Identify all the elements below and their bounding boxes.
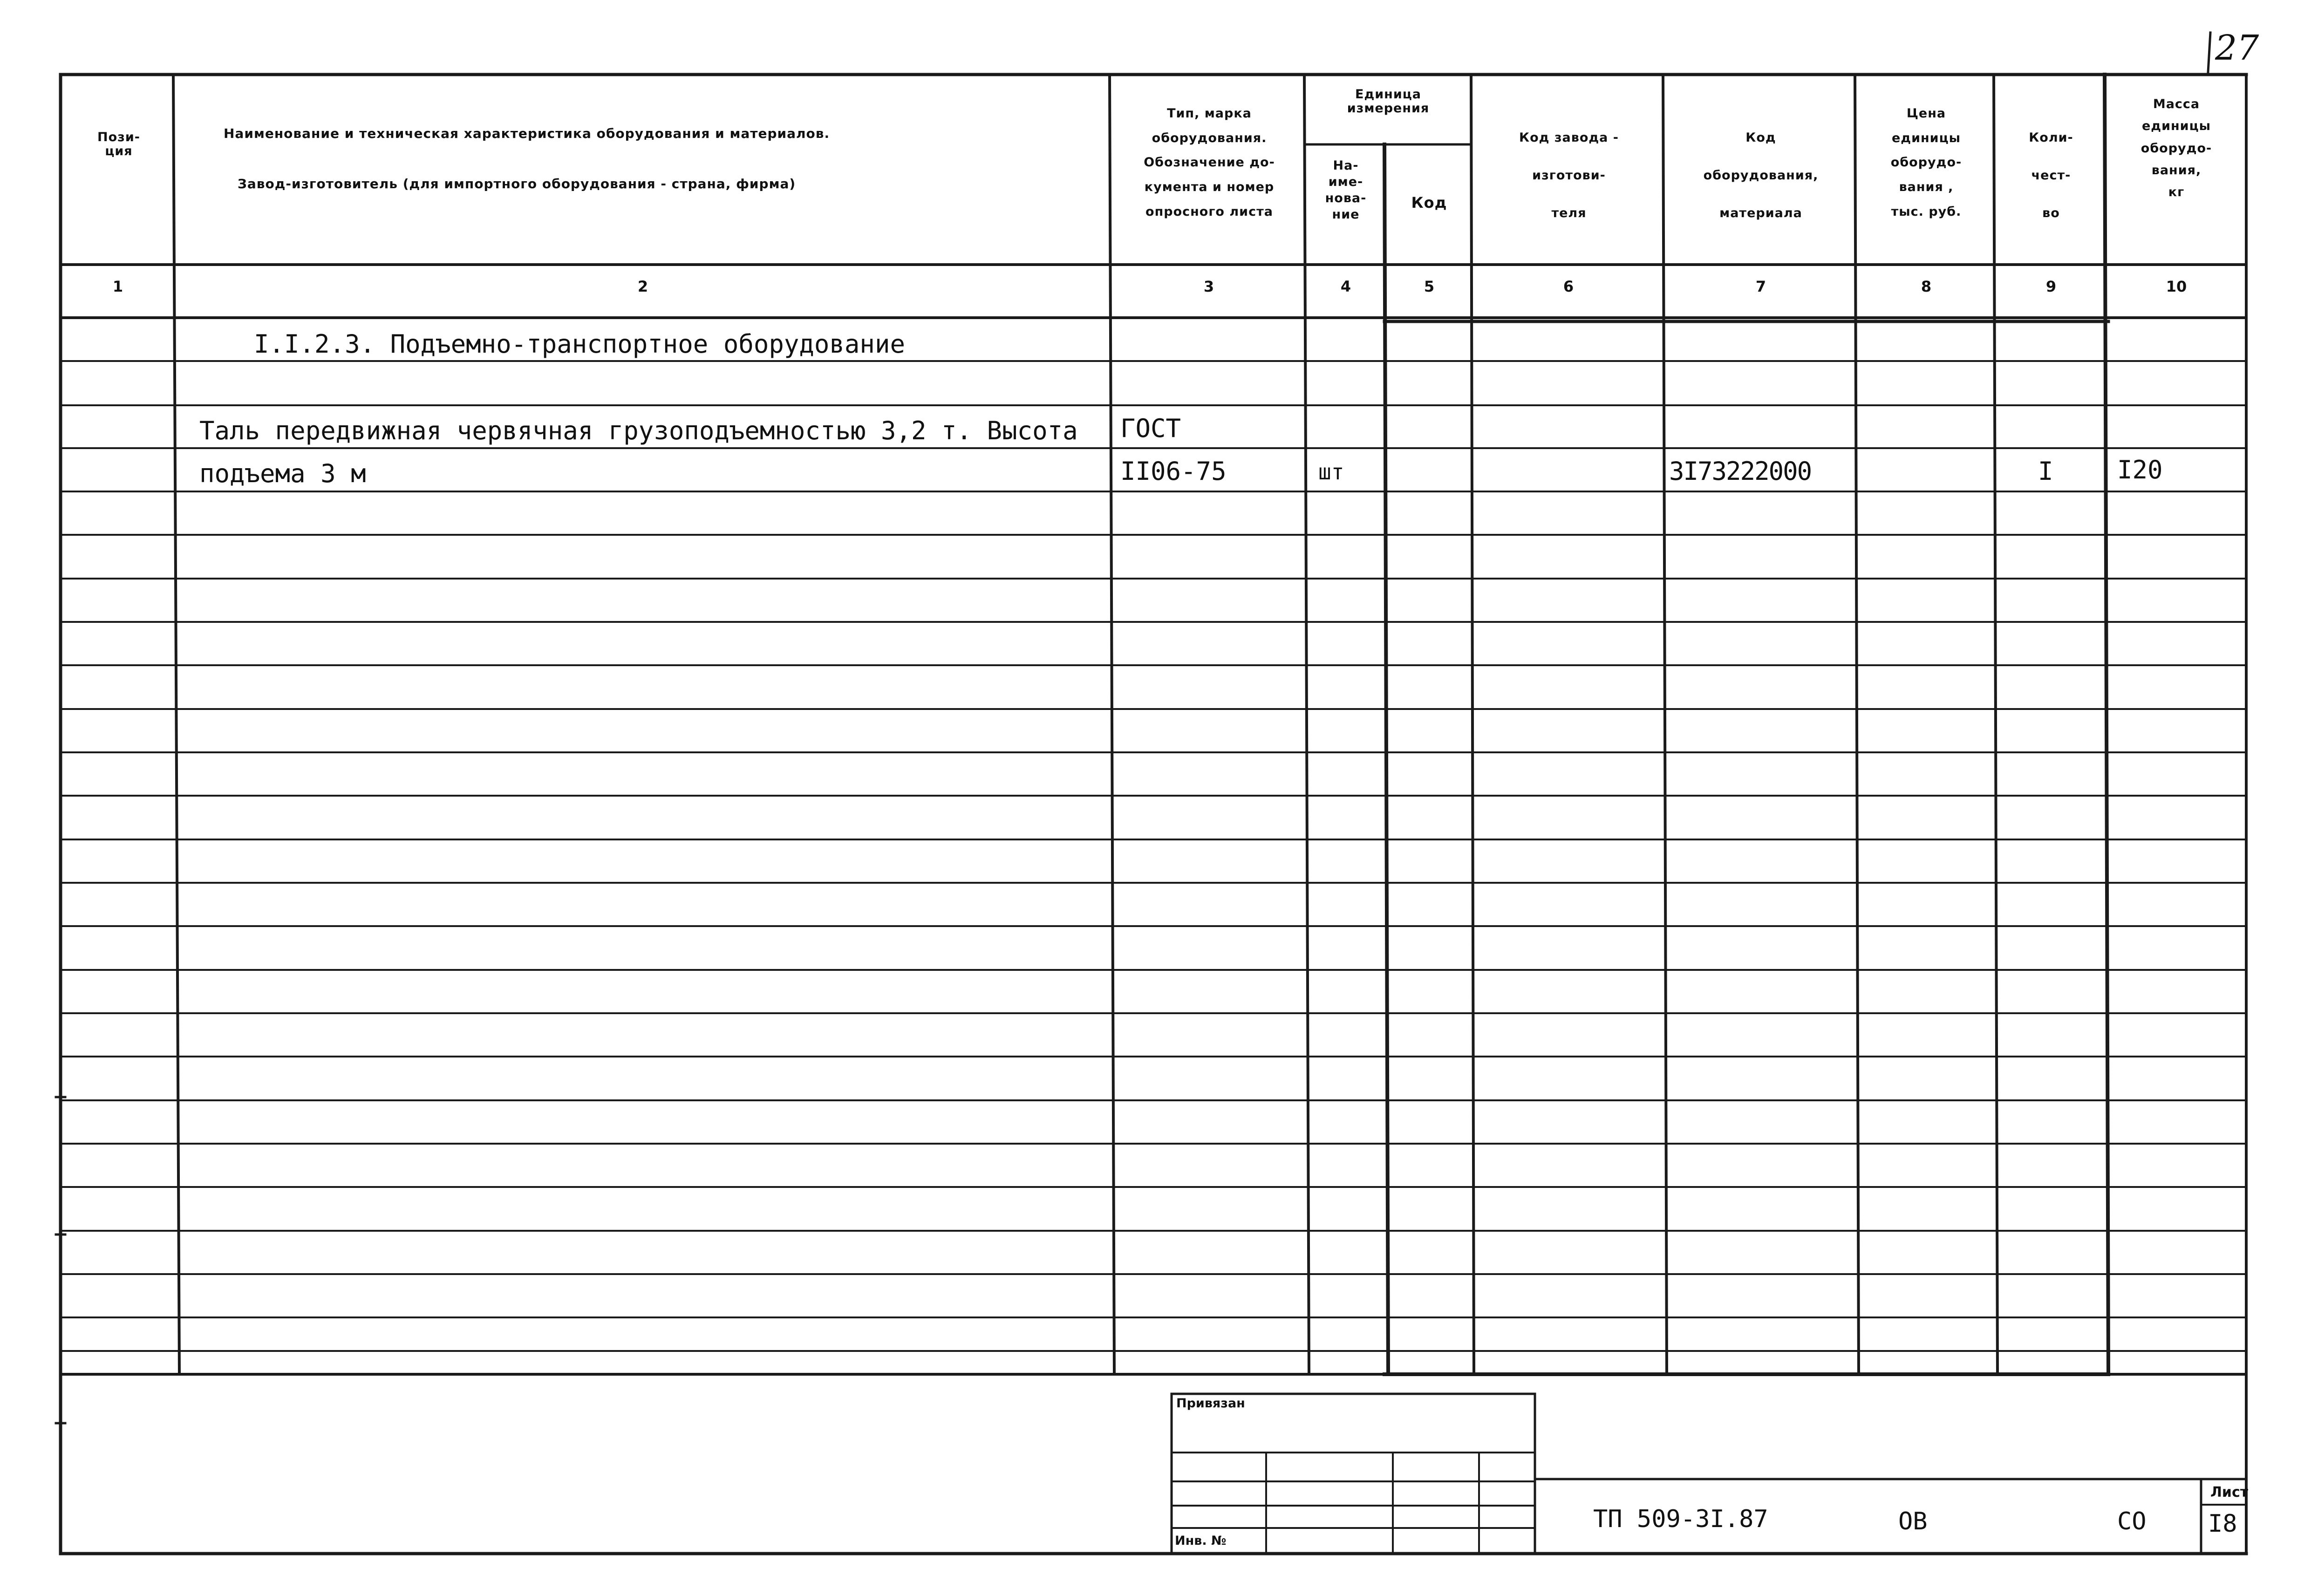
sheet-label: Лист: [2210, 1484, 2249, 1501]
header-type: Тип, марка оборудования. Обозначение до- кумента и номер опросного листа: [1144, 106, 1275, 219]
section-title: I.I.2.3. Подъемно-транспортное оборудование: [254, 329, 905, 359]
document-part: СО: [2117, 1507, 2147, 1535]
header-unit-group: Единица измерения: [1347, 87, 1430, 116]
column-number-7: 7: [1755, 278, 1766, 295]
item-quantity: I: [2038, 457, 2053, 486]
column-number-8: 8: [1921, 278, 1932, 295]
column-number-3: 3: [1203, 278, 1214, 295]
item-type-line1: ГОСТ: [1120, 414, 1181, 443]
header-material-code: Код оборудования, материала: [1703, 130, 1819, 220]
header-name-line2: Завод-изготовитель (для импортного оборудования - страна, фирма): [238, 176, 796, 191]
header-position: Пози- ция: [97, 130, 140, 159]
item-type-line2: II06-75: [1120, 457, 1227, 486]
item-name-line1: Таль передвижная червячная грузоподъемностью 3,2 т. Высота: [199, 416, 1078, 445]
header-unit-name: На- име- нова- ние: [1325, 158, 1367, 222]
item-code: 3I73222000: [1669, 457, 1812, 486]
sheet-number: I8: [2208, 1510, 2237, 1538]
column-number-6: 6: [1563, 278, 1574, 295]
document-code: ТП 509-3I.87: [1593, 1505, 1768, 1533]
column-number-4: 4: [1340, 278, 1351, 295]
stamp-bound-label: Привязан: [1176, 1396, 1245, 1411]
item-unit: шт: [1318, 459, 1344, 484]
column-number-5: 5: [1424, 278, 1435, 295]
document-mark: ОВ: [1898, 1507, 1928, 1535]
column-number-9: 9: [2045, 278, 2057, 295]
page-number: 27: [2215, 28, 2259, 68]
header-factory-code: Код завода - изготови- теля: [1519, 130, 1619, 220]
header-unit-code: Код: [1411, 194, 1447, 211]
item-mass: I20: [2117, 455, 2163, 484]
column-number-10: 10: [2166, 278, 2187, 295]
stamp-inventory-label: Инв. №: [1175, 1534, 1227, 1548]
column-number-2: 2: [637, 278, 648, 295]
header-name-line1: Наименование и техническая характеристика оборудования и материалов.: [224, 126, 830, 141]
item-name-line2: подъема 3 м: [199, 459, 366, 488]
header-price: Цена единицы оборудо- вания , тыс. руб.: [1890, 106, 1962, 219]
header-quantity: Коли- чест- во: [2029, 130, 2073, 220]
header-mass: Масса единицы оборудо- вания, кг: [2141, 97, 2212, 199]
column-number-1: 1: [112, 278, 123, 295]
